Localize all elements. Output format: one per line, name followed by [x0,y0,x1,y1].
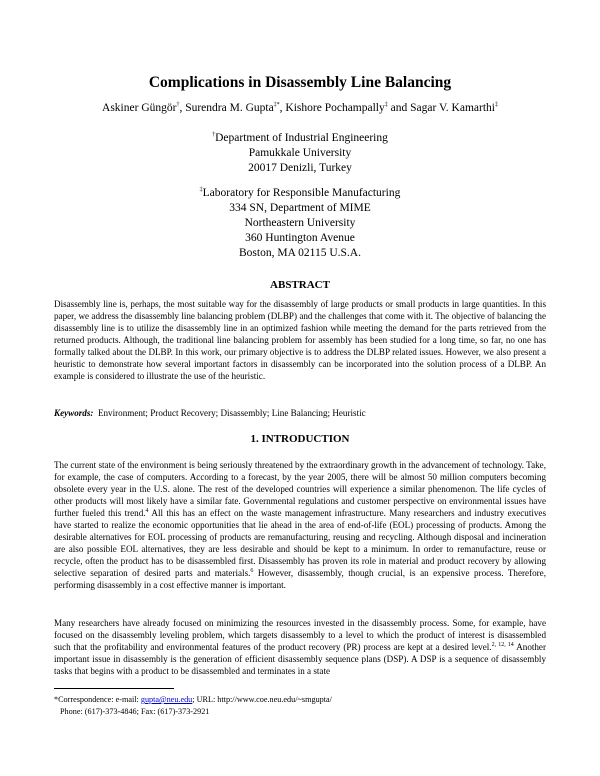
abstract-text: Disassembly line is, perhaps, the most suitable way for the disassembly of large products or small products in large quantities. In this paper, we address the disassembly line balancing problem (DLBP) and the challenges that come with it. The objective of balancing the disassembly line is to utilize the disassembly line in an optimized fashion while meeting the demand for the parts retrieved from the returned products. Although, the traditional line balancing problem for assembly has been studied for a long time, so far, no one has formally talked about the DLBP. In this work, our primary objective is to address the DLBP related issues. However, we also present a heuristic to demonstrate how several important factors in disassembly can be incorporated into the solution process of a DLBP. An example is considered to illustrate the use of the heuristic. [54,299,546,381]
citation-ref: 4 [145,507,149,514]
author-separator: , [279,102,286,114]
affiliation-line: 334 SN, Department of MIME [229,202,371,214]
affiliation-line: 360 Huntington Avenue [245,232,355,244]
citation-ref: 2, 12, 14 [491,641,514,648]
affiliation-line: Northeastern University [244,217,356,229]
introduction-paragraph-2: Many researchers have already focused on minimizing the resources invested in the disassembly process. Some, for example, have focused on the disassembly leveling problem, which targets disassembly to a level to which the product of interest is disassembled such that the profitability and environmental features of the product recovery (PR) process are kept at a desired level.$^{2, 12, 14}$ Another important issue in disassembly is the generation of efficient disassembly sequence plans (DSP). A DSP is a sequence of disassembly tasks that begins with a product to be disassembled and terminates in a state [54,618,546,676]
author-affiliation-mark: ‡ [384,102,388,109]
keywords-colon: : [90,408,94,418]
affiliation-line: 20017 Denizli, Turkey [248,162,352,174]
citation-ref: 6 [250,567,254,574]
author-name: Sagar V. Kamarthi [410,102,495,114]
author-name: Kishore Pochampally [285,102,385,114]
affiliation-line: ‡Laboratory for Responsible Manufacturing [199,187,401,199]
footnote-phone: Phone: (617)-373-4846; Fax: (617)-373-2921 [60,707,210,716]
author-separator: and [387,102,411,114]
affiliation-line: †Department of Industrial Engineering [212,132,388,144]
author-name: Askiner Güngör [102,102,177,114]
introduction-heading: 1. INTRODUCTION [250,433,350,445]
affiliation-line: Boston, MA 02115 U.S.A. [239,247,361,259]
author-separator: , [179,102,186,114]
author-name: Surendra M. Gupta [185,102,274,114]
keywords-label: Keywords [54,408,91,418]
keywords-line [54,407,546,419]
affiliation-pamukkale [0,131,600,176]
affiliation-northeastern [0,186,600,261]
affiliation-mark: † [212,132,216,139]
email-link[interactable]: gupta@neu.edu [140,695,193,704]
footnote-divider [54,688,174,689]
affiliation-mark: ‡ [199,187,203,194]
author-affiliation-mark: ‡* [273,102,280,109]
footnote-correspondence: *Correspondence: e-mail: gupta@neu.edu; URL: http://www.coe.neu.edu/~smgupta/ [54,695,332,704]
author-list [0,102,600,114]
affiliation-line: Pamukkale University [248,147,352,159]
author-affiliation-mark: † [176,102,180,109]
author-affiliation-mark: ‡ [494,102,498,109]
introduction-paragraph-1: The current state of the environment is being seriously threatened by the extraordinary growth in the advancement of technology. Take, for example, the case of computers. According to a forecast, by the year 2005, there will be almost 50 million computers becoming obsolete every year in the U.S. alone. The rest of the developed countries will experience a similar phenomenon. The life cycles of other products will most likely have a similar fate. Governmental regulations and customer perspective on environmental issues have further fueled this trend.$^4$ All this has an effect on the waste management infrastructure. Many researchers and industry executives have started to realize the economic opportunities that lie ahead in the area of end-of-life (EOL) processing of products. Among the desirable alternatives for EOL processing of products are remanufacturing, reusing and recycling. Although disposal and incineration are also possible EOL alternatives, they are less desirable and should be kept to a minimum. In order to remanufacture, reuse or recycle, often the product has to be disassembled first. Disassembly has proven its role in material and product recovery by allowing selective separation of desired parts and materials.$^6$ However, disassembly, though crucial, is an expensive process. Therefore, performing disassembly in a cost effective manner is important. [54,460,546,590]
keywords-text: Environment; Product Recovery; Disassembly; Line Balancing; Heuristic [93,408,366,418]
paper-title: Complications in Disassembly Line Balancing [148,74,452,91]
abstract-heading: ABSTRACT [270,279,330,291]
